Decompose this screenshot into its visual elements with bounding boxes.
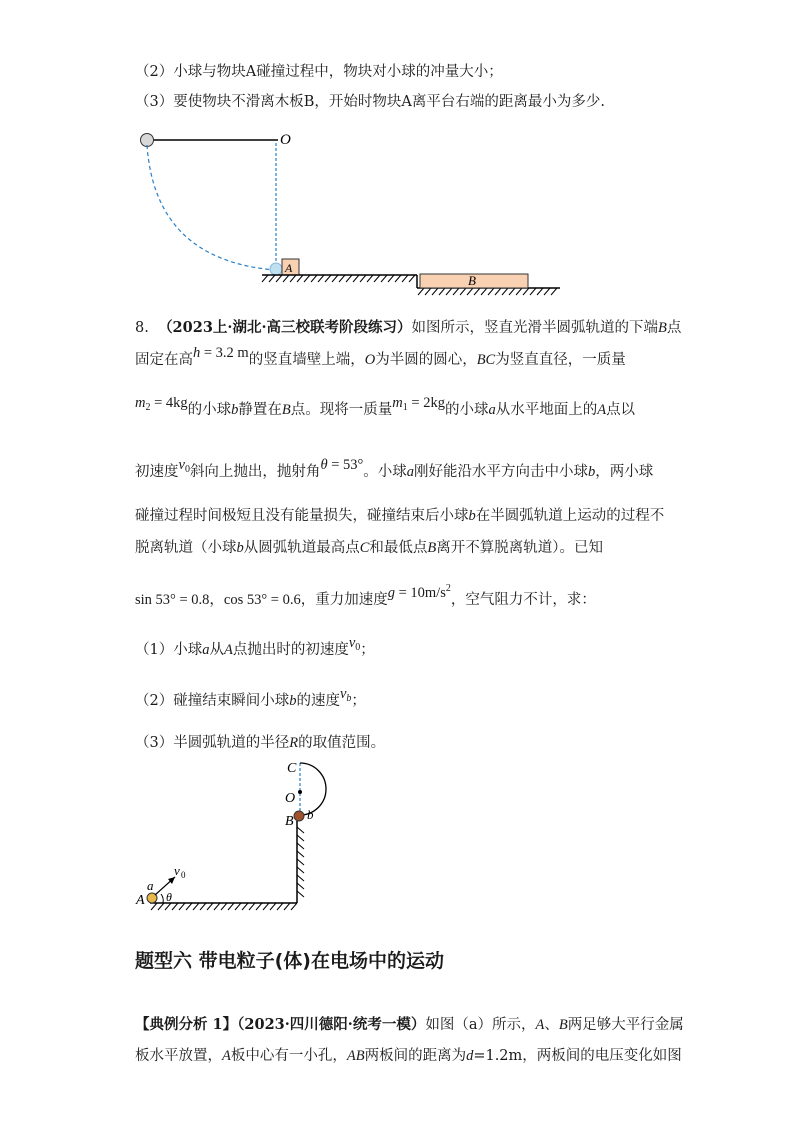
angle-arc	[161, 894, 163, 903]
figure-semicircle-track	[130, 755, 370, 915]
floor-hatch	[151, 903, 297, 910]
q8-line2: 固定在高h = 3.2 m的竖直墙壁上端，O为半圆的圆心，BC为竖直直径，一质量	[135, 345, 626, 368]
swing-arc	[147, 145, 275, 270]
ball-a-label: a	[147, 878, 154, 893]
pivot-label: O	[280, 132, 291, 148]
q8-line6: 脱离轨道（小球b从圆弧轨道最高点C和最低点B离开不算脱离轨道）。已知	[135, 540, 604, 556]
figure-pendulum	[130, 125, 570, 300]
q8-sub2: （2）碰撞结束瞬间小球b的速度$v_b$；	[135, 686, 366, 709]
point-c-label: C	[287, 761, 297, 776]
example-line1: 【典例分析 1】（2023·四川德阳·统考一模）如图（a）所示，A、B两足够大平行金属	[135, 1016, 684, 1033]
wall-hatch	[297, 827, 304, 897]
section-heading: 题型六 带电粒子(体)在电场中的运动	[135, 950, 444, 972]
q8-sub3: （3）半圆弧轨道的半径R的取值范围。	[135, 735, 386, 751]
q7-sub2: （2）小球与物块A碰撞过程中，物块对小球的冲量大小；	[135, 64, 503, 80]
example-line2: 板水平放置，A板中心有一小孔，AB两板间的距离为d=1.2m，两板间的电压变化如图	[135, 1048, 682, 1064]
pendulum-ball-bottom	[270, 263, 282, 275]
q8-line3: $m_2 = 4kg$的小球b静置在B点。现将一质量$m_1 = 2kg$的小球a从水平地面上的A点以	[135, 395, 636, 418]
pendulum-ball-start	[141, 134, 154, 147]
q7-sub3: （3）要使物块不滑离木板B，开始时物块A离平台右端的距离最小为多少.	[135, 94, 605, 110]
point-b-label: B	[285, 814, 294, 829]
q8-line1: 8. （2023上·湖北·高三校联考阶段练习）如图所示，竖直光滑半圆弧轨道的下端B点	[135, 319, 682, 336]
q8-line5: 碰撞过程时间极短且没有能量损失，碰撞结束后小球b在半圆弧轨道上运动的过程不	[135, 508, 665, 524]
q8-line7: sin 53° = 0.8，cos 53° = 0.6，重力加速度$g = 10m/s^2$，空气阻力不计，求：	[135, 583, 596, 608]
q8-line4: 初速度$v_0$斜向上抛出，抛射角θ = 53°。小球a刚好能沿水平方向击中小球b，两小球	[135, 457, 654, 480]
angle-label: θ	[166, 890, 172, 904]
q8-sub1: （1）小球a从A点抛出时的初速度$v_0$；	[135, 635, 375, 658]
ball-b-label: b	[307, 807, 314, 822]
ground-hatch	[418, 288, 557, 295]
platform-hatch	[262, 275, 415, 282]
ball-b	[294, 811, 304, 821]
velocity-label: v	[174, 863, 180, 878]
board-b-label: B	[468, 273, 476, 288]
point-o-label: O	[285, 791, 296, 806]
point-a-label: A	[136, 893, 145, 908]
velocity-sub-label: 0	[181, 870, 186, 880]
block-a-label: A	[285, 261, 293, 275]
center-dot	[298, 790, 302, 794]
